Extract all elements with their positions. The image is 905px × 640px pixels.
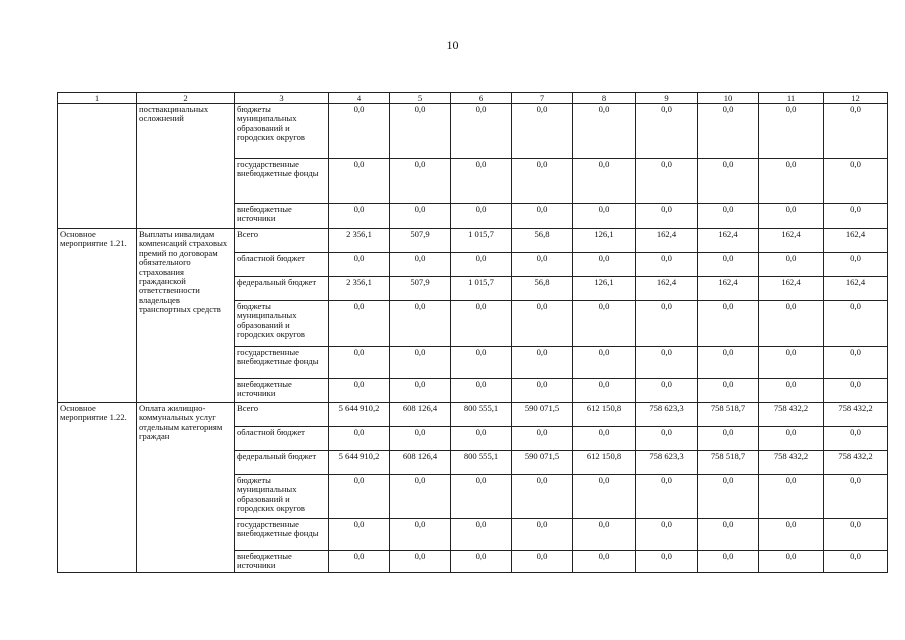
value-cell: 0,0: [451, 159, 512, 204]
value-cell: 590 071,5: [512, 451, 573, 475]
funding-source-cell: внебюджетные источники: [235, 379, 329, 403]
value-cell: 0,0: [390, 519, 451, 551]
value-cell: 0,0: [390, 159, 451, 204]
value-cell: 0,0: [824, 427, 888, 451]
value-cell: 0,0: [759, 159, 824, 204]
column-number: 1: [58, 93, 137, 104]
column-number: 4: [329, 93, 390, 104]
value-cell: 0,0: [698, 253, 759, 277]
value-cell: 0,0: [759, 253, 824, 277]
value-cell: 0,0: [573, 104, 636, 159]
value-cell: 0,0: [824, 551, 888, 573]
value-cell: 0,0: [636, 204, 698, 229]
value-cell: 0,0: [759, 204, 824, 229]
value-cell: 0,0: [698, 301, 759, 347]
column-number: 9: [636, 93, 698, 104]
value-cell: 0,0: [390, 475, 451, 519]
funding-source-cell: государственные внебюджетные фонды: [235, 347, 329, 379]
value-cell: 0,0: [636, 104, 698, 159]
column-number: 11: [759, 93, 824, 104]
funding-source-cell: областной бюджет: [235, 427, 329, 451]
value-cell: 162,4: [759, 277, 824, 301]
value-cell: 0,0: [698, 379, 759, 403]
value-cell: 162,4: [824, 277, 888, 301]
value-cell: 2 356,1: [329, 277, 390, 301]
value-cell: 162,4: [698, 277, 759, 301]
funding-source-cell: государственные внебюджетные фонды: [235, 159, 329, 204]
value-cell: 1 015,7: [451, 277, 512, 301]
value-cell: 0,0: [329, 104, 390, 159]
value-cell: 162,4: [698, 229, 759, 253]
column-number: 5: [390, 93, 451, 104]
value-cell: 0,0: [824, 104, 888, 159]
budget-table: [57, 92, 888, 573]
value-cell: 56,8: [512, 229, 573, 253]
value-cell: 0,0: [451, 347, 512, 379]
value-cell: 0,0: [698, 159, 759, 204]
value-cell: 800 555,1: [451, 451, 512, 475]
value-cell: 0,0: [573, 551, 636, 573]
value-cell: 608 126,4: [390, 451, 451, 475]
value-cell: 0,0: [329, 427, 390, 451]
funding-source-cell: федеральный бюджет: [235, 451, 329, 475]
value-cell: 0,0: [512, 204, 573, 229]
funding-source-cell: бюджеты муниципальных образований и городских округов: [235, 301, 329, 347]
value-cell: 0,0: [329, 301, 390, 347]
value-cell: 0,0: [698, 427, 759, 451]
value-cell: 5 644 910,2: [329, 451, 390, 475]
value-cell: 507,9: [390, 229, 451, 253]
value-cell: 590 071,5: [512, 403, 573, 427]
value-cell: 0,0: [698, 551, 759, 573]
value-cell: 162,4: [636, 229, 698, 253]
value-cell: 758 432,2: [824, 451, 888, 475]
value-cell: 0,0: [451, 519, 512, 551]
value-cell: 0,0: [512, 551, 573, 573]
value-cell: 0,0: [759, 104, 824, 159]
value-cell: 0,0: [759, 427, 824, 451]
event-name-cell: поствакцинальных осложнений: [137, 104, 235, 229]
value-cell: 0,0: [329, 475, 390, 519]
event-code-cell: Основное мероприятие 1.21.: [58, 229, 137, 403]
value-cell: 0,0: [573, 379, 636, 403]
value-cell: 758 623,3: [636, 403, 698, 427]
value-cell: 0,0: [824, 159, 888, 204]
value-cell: 0,0: [390, 301, 451, 347]
value-cell: 0,0: [636, 159, 698, 204]
value-cell: 800 555,1: [451, 403, 512, 427]
value-cell: 162,4: [824, 229, 888, 253]
value-cell: 0,0: [573, 253, 636, 277]
value-cell: 0,0: [329, 379, 390, 403]
value-cell: 0,0: [759, 347, 824, 379]
value-cell: 0,0: [824, 347, 888, 379]
funding-source-cell: Всего: [235, 403, 329, 427]
value-cell: 612 150,8: [573, 403, 636, 427]
value-cell: 0,0: [698, 204, 759, 229]
column-number: 10: [698, 93, 759, 104]
value-cell: 0,0: [636, 379, 698, 403]
value-cell: 162,4: [636, 277, 698, 301]
value-cell: 0,0: [636, 427, 698, 451]
value-cell: 0,0: [636, 253, 698, 277]
event-name-cell: Оплата жилищно-коммунальных услуг отдельным категориям граждан: [137, 403, 235, 573]
table-row: [58, 104, 888, 159]
value-cell: 758 518,7: [698, 451, 759, 475]
value-cell: 0,0: [451, 427, 512, 451]
value-cell: 0,0: [390, 347, 451, 379]
value-cell: 0,0: [390, 427, 451, 451]
column-number: 3: [235, 93, 329, 104]
value-cell: 1 015,7: [451, 229, 512, 253]
value-cell: 0,0: [573, 301, 636, 347]
column-number: 6: [451, 93, 512, 104]
value-cell: 0,0: [824, 379, 888, 403]
value-cell: 0,0: [824, 475, 888, 519]
value-cell: 0,0: [636, 519, 698, 551]
value-cell: 758 432,2: [824, 403, 888, 427]
value-cell: 0,0: [512, 104, 573, 159]
value-cell: 0,0: [824, 253, 888, 277]
funding-source-cell: бюджеты муниципальных образований и городских округов: [235, 104, 329, 159]
value-cell: 0,0: [451, 204, 512, 229]
value-cell: 0,0: [824, 204, 888, 229]
value-cell: 0,0: [512, 519, 573, 551]
value-cell: 0,0: [451, 551, 512, 573]
value-cell: 0,0: [329, 347, 390, 379]
value-cell: 0,0: [451, 379, 512, 403]
value-cell: 0,0: [636, 347, 698, 379]
table-row: [58, 229, 888, 253]
value-cell: 0,0: [512, 427, 573, 451]
column-number-row: [58, 93, 888, 104]
table-row: [58, 403, 888, 427]
funding-source-cell: внебюджетные источники: [235, 551, 329, 573]
value-cell: 0,0: [573, 519, 636, 551]
value-cell: 0,0: [573, 475, 636, 519]
value-cell: 0,0: [759, 301, 824, 347]
column-number: 7: [512, 93, 573, 104]
value-cell: 0,0: [759, 519, 824, 551]
value-cell: 758 623,3: [636, 451, 698, 475]
value-cell: 608 126,4: [390, 403, 451, 427]
value-cell: 0,0: [759, 379, 824, 403]
value-cell: 758 518,7: [698, 403, 759, 427]
value-cell: 0,0: [824, 519, 888, 551]
value-cell: 0,0: [512, 159, 573, 204]
funding-source-cell: федеральный бюджет: [235, 277, 329, 301]
value-cell: 2 356,1: [329, 229, 390, 253]
column-number: 12: [824, 93, 888, 104]
value-cell: 0,0: [573, 347, 636, 379]
funding-source-cell: областной бюджет: [235, 253, 329, 277]
value-cell: 0,0: [636, 551, 698, 573]
value-cell: 0,0: [329, 519, 390, 551]
value-cell: 0,0: [390, 253, 451, 277]
value-cell: 0,0: [759, 475, 824, 519]
value-cell: 126,1: [573, 229, 636, 253]
value-cell: 0,0: [451, 253, 512, 277]
value-cell: 0,0: [512, 301, 573, 347]
page-number: 10: [446, 38, 459, 52]
value-cell: 0,0: [451, 104, 512, 159]
value-cell: 0,0: [512, 379, 573, 403]
value-cell: 0,0: [698, 519, 759, 551]
value-cell: 0,0: [329, 159, 390, 204]
value-cell: 0,0: [512, 347, 573, 379]
event-code-cell: [58, 104, 137, 229]
value-cell: 0,0: [698, 475, 759, 519]
value-cell: 0,0: [390, 204, 451, 229]
value-cell: 0,0: [573, 427, 636, 451]
funding-source-cell: внебюджетные источники: [235, 204, 329, 229]
value-cell: 0,0: [824, 301, 888, 347]
event-code-cell: Основное мероприятие 1.22.: [58, 403, 137, 573]
funding-source-cell: бюджеты муниципальных образований и городских округов: [235, 475, 329, 519]
value-cell: 0,0: [329, 253, 390, 277]
value-cell: 0,0: [390, 379, 451, 403]
event-name-cell: Выплаты инвалидам компенсаций страховых премий по договорам обязательного страхования гражданской ответственности владельцев транспортных средств: [137, 229, 235, 403]
value-cell: 507,9: [390, 277, 451, 301]
funding-source-cell: Всего: [235, 229, 329, 253]
value-cell: 758 432,2: [759, 451, 824, 475]
value-cell: 0,0: [329, 551, 390, 573]
column-number: 8: [573, 93, 636, 104]
value-cell: 0,0: [573, 204, 636, 229]
value-cell: 162,4: [759, 229, 824, 253]
value-cell: 5 644 910,2: [329, 403, 390, 427]
funding-source-cell: государственные внебюджетные фонды: [235, 519, 329, 551]
value-cell: 0,0: [451, 301, 512, 347]
value-cell: 0,0: [636, 475, 698, 519]
value-cell: 0,0: [512, 253, 573, 277]
value-cell: 0,0: [759, 551, 824, 573]
value-cell: 0,0: [698, 104, 759, 159]
column-number: 2: [137, 93, 235, 104]
value-cell: 0,0: [329, 204, 390, 229]
value-cell: 758 432,2: [759, 403, 824, 427]
value-cell: 0,0: [451, 475, 512, 519]
value-cell: 0,0: [512, 475, 573, 519]
value-cell: 0,0: [636, 301, 698, 347]
value-cell: 0,0: [573, 159, 636, 204]
value-cell: 612 150,8: [573, 451, 636, 475]
value-cell: 0,0: [390, 551, 451, 573]
value-cell: 126,1: [573, 277, 636, 301]
value-cell: 0,0: [390, 104, 451, 159]
value-cell: 0,0: [698, 347, 759, 379]
value-cell: 56,8: [512, 277, 573, 301]
